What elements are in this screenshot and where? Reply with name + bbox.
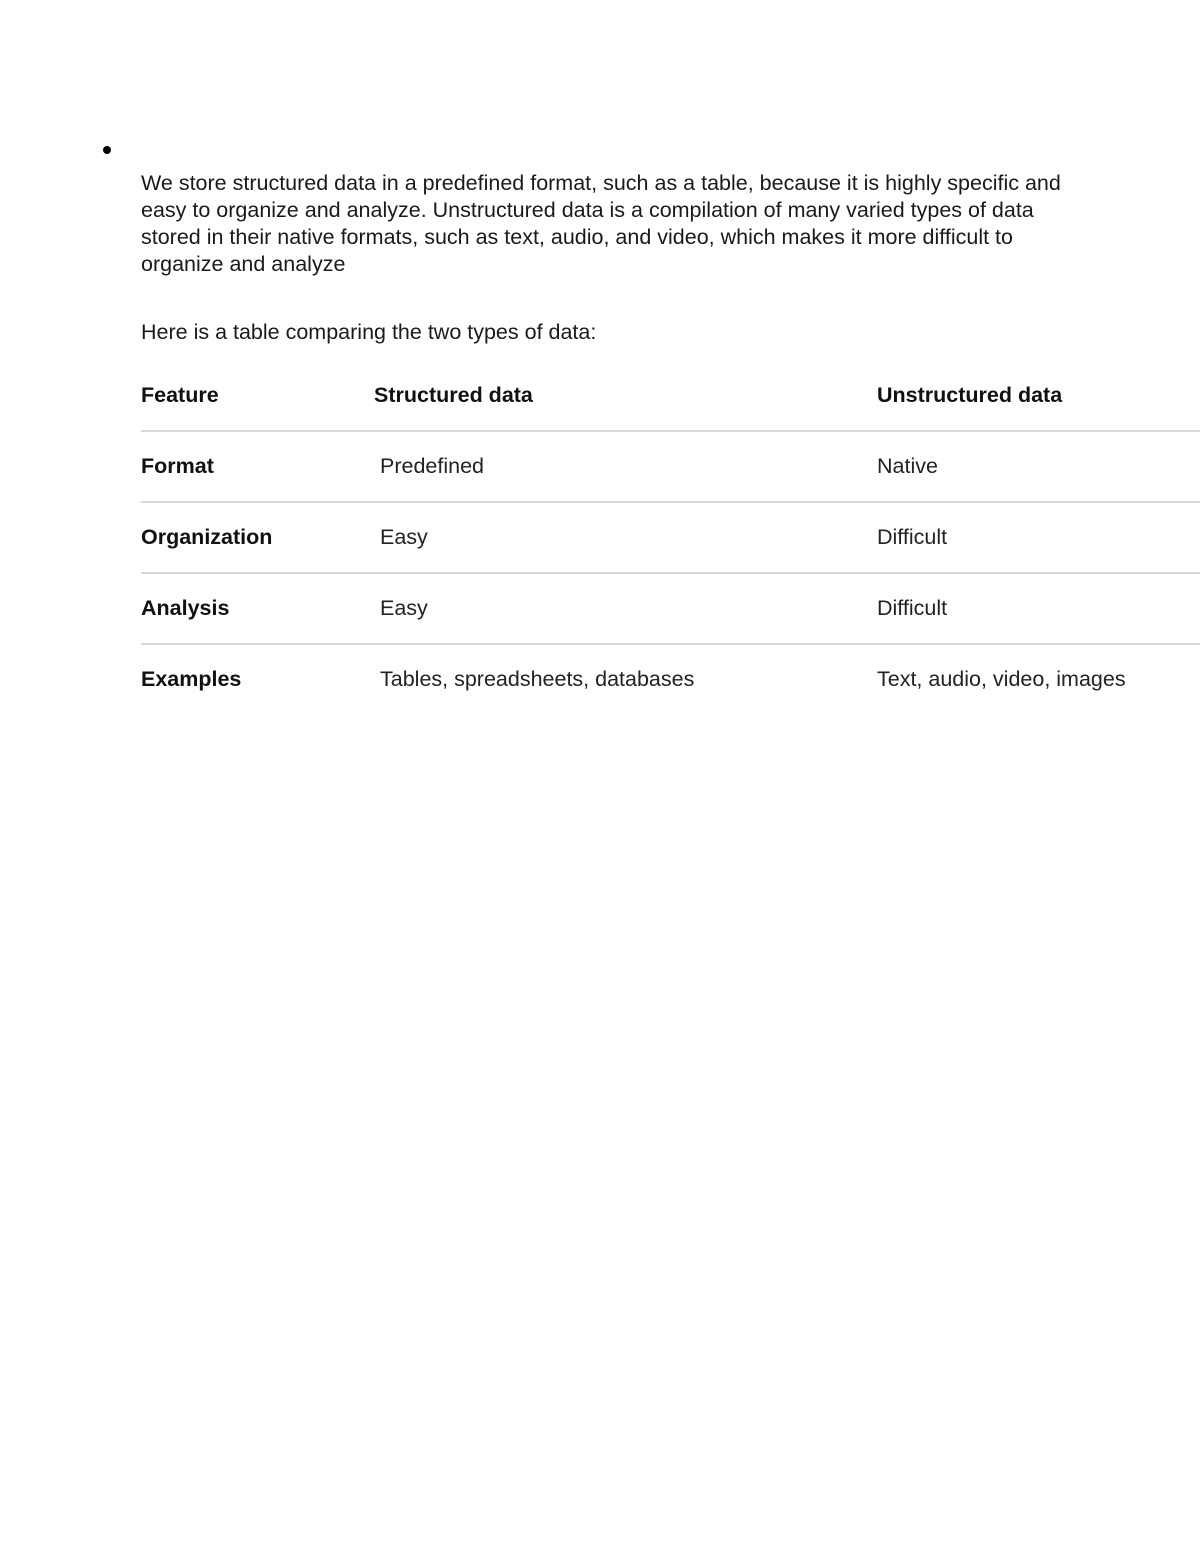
comparison-table <box>141 360 1200 714</box>
unstructured-cell: Native <box>877 431 1200 502</box>
unstructured-cell: Difficult <box>877 573 1200 644</box>
row-feature-cell: Organization <box>141 502 374 573</box>
table-header-row <box>141 360 1200 431</box>
header-feature: Feature <box>141 360 374 431</box>
row-feature-cell: Format <box>141 431 374 502</box>
header-unstructured: Unstructured data <box>877 360 1200 431</box>
structured-cell: Easy <box>374 573 877 644</box>
description-paragraph: We store structured data in a predefined format, such as a table, because it is highly specific and easy to organize and analyze. Unstructured data is a compilation of many varied types of data stored in their native formats, such as text, audio, and video, which makes it more difficult to organize and analyze <box>141 171 1061 276</box>
structured-cell: Easy <box>374 502 877 573</box>
document-body <box>141 170 1200 714</box>
structured-cell: Tables, spreadsheets, databases <box>380 667 695 691</box>
row-feature-cell: Examples <box>141 667 242 691</box>
table-row <box>141 431 1200 502</box>
table-row <box>141 644 1200 714</box>
table-intro: Here is a table comparing the two types of data: <box>141 320 597 344</box>
unstructured-cell: Difficult <box>877 502 1200 573</box>
structured-cell: Predefined <box>374 431 877 502</box>
row-feature-cell: Analysis <box>141 573 374 644</box>
list-bullet <box>103 146 111 154</box>
header-structured: Structured data <box>374 360 877 431</box>
unstructured-cell: Text, audio, video, images <box>877 667 1126 691</box>
table-row <box>141 502 1200 573</box>
table-row <box>141 573 1200 644</box>
